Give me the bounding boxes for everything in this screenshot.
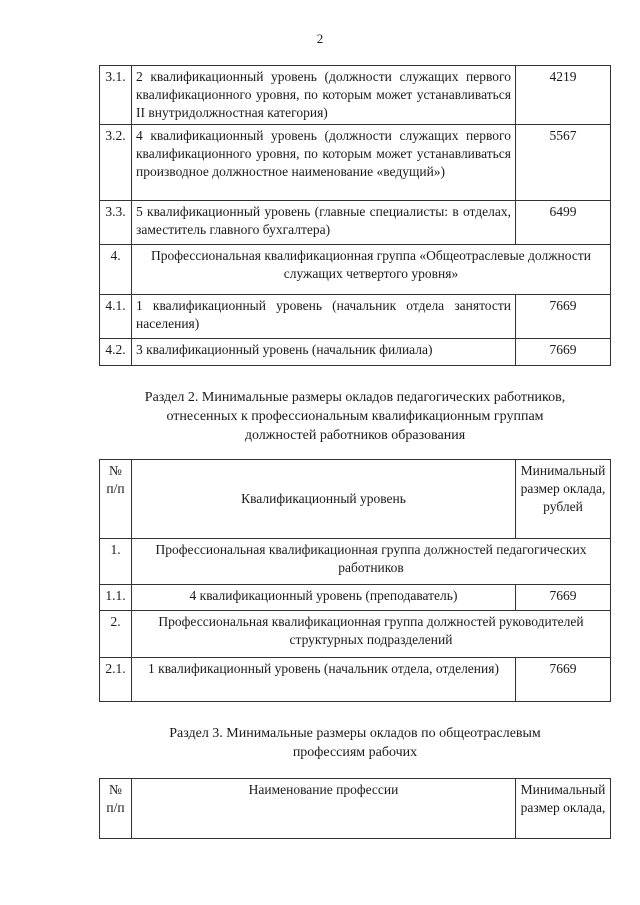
row-number: 4.2. bbox=[100, 339, 132, 366]
page-number: 2 bbox=[316, 31, 324, 46]
salary-value: 7669 bbox=[516, 585, 611, 611]
qualification-level-text: 2 квалификационный уровень (должности служащих первого квалификационного уровня, по которым может устанавливаться II внутридолжностная категория) bbox=[132, 66, 516, 125]
professional-group-title: Профессиональная квалификационная группа должностей педагогических работников bbox=[132, 539, 611, 585]
header-row-number: № п/п bbox=[100, 460, 132, 539]
table-row-group bbox=[100, 539, 611, 585]
section-2-title: Раздел 2. Минимальные размеры окладов педагогических работников, отнесенных к профессиональным квалификационным группам должностей работников образования bbox=[144, 390, 566, 443]
table-row-group bbox=[100, 245, 611, 295]
qualification-level-text: 3 квалификационный уровень (начальник филиала) bbox=[132, 339, 516, 366]
qualification-level-text: 1 квалификационный уровень (начальник отдела занятости населения) bbox=[132, 295, 516, 339]
salary-value: 6499 bbox=[516, 201, 611, 245]
table-row bbox=[100, 66, 611, 125]
table-row bbox=[100, 125, 611, 201]
header-min-salary: Минимальный размер оклада, bbox=[516, 779, 611, 839]
salary-value: 7669 bbox=[516, 658, 611, 702]
professional-group-title: Профессиональная квалификационная группа «Общеотраслевые должности служащих четвертого уровня» bbox=[132, 245, 611, 295]
header-row-number: № п/п bbox=[100, 779, 132, 839]
row-number: 4. bbox=[100, 245, 132, 295]
table-row bbox=[100, 295, 611, 339]
professional-group-title: Профессиональная квалификационная группа должностей руководителей структурных подразделений bbox=[132, 611, 611, 658]
table-row bbox=[100, 585, 611, 611]
table-header-row bbox=[100, 460, 611, 539]
section-3-title: Раздел 3. Минимальные размеры окладов по общеотраслевым профессиям рабочих bbox=[169, 726, 541, 760]
qualification-level-text: 5 квалификационный уровень (главные специалисты: в отделах, заместитель главного бухгалтера) bbox=[132, 201, 516, 245]
qualification-level-text: 4 квалификационный уровень (должности служащих первого квалификационного уровня, по которым может устанавливаться производное должностное наименование «ведущий») bbox=[132, 125, 516, 201]
salary-value: 5567 bbox=[516, 125, 611, 201]
table-row bbox=[100, 658, 611, 702]
header-profession-name: Наименование профессии bbox=[132, 779, 516, 839]
header-min-salary: Минимальный размер оклада, рублей bbox=[516, 460, 611, 539]
salary-table-section2 bbox=[99, 459, 611, 702]
qualification-level-text: 4 квалификационный уровень (преподаватель) bbox=[132, 585, 516, 611]
row-number: 2. bbox=[100, 611, 132, 658]
table-row bbox=[100, 339, 611, 366]
header-qualification-level: Квалификационный уровень bbox=[132, 460, 516, 539]
salary-value: 7669 bbox=[516, 295, 611, 339]
table-row-group bbox=[100, 611, 611, 658]
row-number: 3.1. bbox=[100, 66, 132, 125]
salary-value: 4219 bbox=[516, 66, 611, 125]
row-number: 1.1. bbox=[100, 585, 132, 611]
salary-table-section3 bbox=[99, 778, 611, 839]
table-header-row bbox=[100, 779, 611, 839]
salary-value: 7669 bbox=[516, 339, 611, 366]
qualification-level-text: 1 квалификационный уровень (начальник отдела, отделения) bbox=[132, 658, 516, 702]
salary-table-section1-continued bbox=[99, 65, 611, 366]
row-number: 3.2. bbox=[100, 125, 132, 201]
row-number: 2.1. bbox=[100, 658, 132, 702]
row-number: 1. bbox=[100, 539, 132, 585]
row-number: 3.3. bbox=[100, 201, 132, 245]
row-number: 4.1. bbox=[100, 295, 132, 339]
table-row bbox=[100, 201, 611, 245]
